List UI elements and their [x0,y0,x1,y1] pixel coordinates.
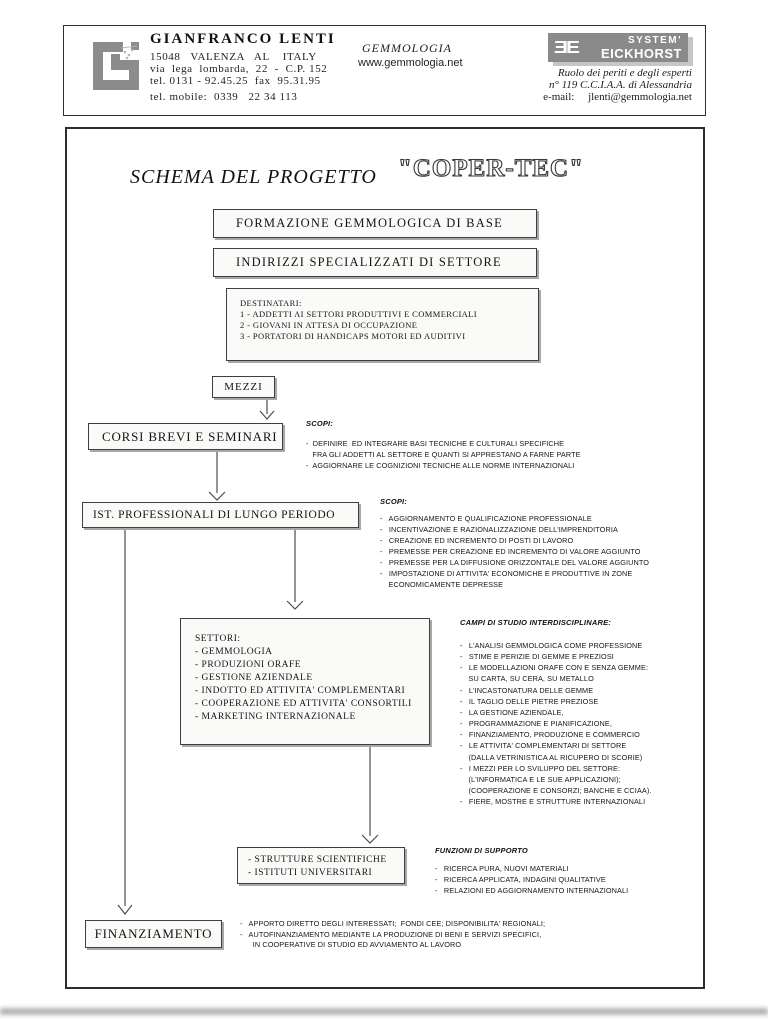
destinatari-line: DESTINATARI: [240,298,302,308]
campi-item: - LA GESTIONE AZIENDALE, [460,707,564,717]
funzioni-item: - RELAZIONI ED AGGIORNAMENTO INTERNAZIONALI [435,886,629,895]
scopi2-list [380,513,649,590]
funzioni-item: - RICERCA PURA, NUOVI MATERIALI [435,864,569,873]
address-line-1: 15048 VALENZA AL ITALY [150,51,317,63]
scopi2-label: SCOPI: [380,497,408,506]
campi-item: - LE MODELLAZIONI ORAFE CON E SENZA GEMME: [460,663,649,673]
project-name-title: "COPER-TEC" [398,155,584,182]
campi-item: - I MEZZI PER LO SVILUPPO DEL SETTORE: [460,763,621,773]
box-corsi-brevi [88,423,283,450]
strutture-line: - ISTITUTI UNIVERSITARI [248,867,373,878]
box-ist-label: IST. PROFESSIONALI DI LUNGO PERIODO [93,509,336,521]
scan-artifact-line [0,1008,768,1015]
scopi2-item: - IMPOSTAZIONE DI ATTIVITA' ECONOMICHE E PRODUTTIVE IN ZONE [380,569,633,578]
gl-monogram-logo-icon [85,36,145,96]
settori-line: - COOPERAZIONE ED ATTIVITA' CONSORTILI [195,699,412,709]
scopi2-item: ECONOMICAMENTE DEPRESSE [380,580,504,589]
address-line-2: via lega lombarda, 22 - C.P. 152 [150,63,328,75]
campi-item: - FIERE, MOSTRE E STRUTTURE INTERNAZIONALI [460,797,646,807]
box-istituti-professionali [82,502,359,528]
destinatari-line: 3 - PORTATORI DI HANDICAPS MOTORI ED AUDITIVI [240,331,466,341]
funzioni-di-supporto-label: FUNZIONI DI SUPPORTO [435,846,528,855]
finanziamento-notes-list [240,919,545,951]
campi-item: SU CARTA, SU CERA, SU METALLO [460,674,594,684]
box-indirizzi-specializzati [213,248,537,277]
campi-item: - STIME E PERIZIE DI GEMME E PREZIOSI [460,652,614,662]
settori-line: - PRODUZIONI ORAFE [195,660,302,670]
box-strutture-scientifiche [237,847,405,884]
address-line-3: tel. 0131 - 92.45.25 fax 95.31.95 [150,75,321,87]
scopi1-item: - DEFINIRE ED INTEGRARE BASI TECNICHE E CULTURALI SPECIFICHE [306,439,565,448]
finanziamento-note-item: - APPORTO DIRETTO DEGLI INTERESSATI; FONDI CEE; DISPONIBILITA' REGIONALI; [240,919,546,928]
campi-item: (L'INFORMATICA E LE SUE APPLICAZIONI); [460,774,621,784]
brand-website: www.gemmologia.net [358,57,463,69]
scopi1-item: - AGGIORNARE LE COGNIZIONI TECNICHE ALLE NORME INTERNAZIONALI [306,461,575,470]
campi-item: (COOPERAZIONE E CONSORZI; BANCHE E CCIAA). [460,786,652,796]
scopi1-list [306,438,581,471]
box-formazione-label: FORMAZIONE GEMMOLOGICA DI BASE [236,216,503,230]
campi-item: - PROGRAMMAZIONE E PIANIFICAZIONE, [460,719,612,729]
credential-line-2: n° 119 C.C.I.A.A. di Alessandria [548,79,692,91]
box-finanziamento [85,920,222,948]
campi-item: - LE ATTIVITA' COMPLEMENTARI DI SETTORE [460,741,627,751]
campi-di-studio-label: CAMPI DI STUDIO INTERDISCIPLINARE: [460,618,611,627]
box-corsi-label: CORSI BREVI E SEMINARI [102,428,278,444]
box-settori [180,618,430,745]
campi-item: - L'ANALISI GEMMOLOGICA COME PROFESSIONE [460,641,643,650]
campi-di-studio-list [460,640,652,807]
campi-item: - IL TAGLIO DELLE PIETRE PREZIOSE [460,696,599,706]
brand-name: GEMMOLOGIA [362,41,452,55]
settori-line: - MARKETING INTERNAZIONALE [195,712,356,722]
settori-line: SETTORI: [195,634,241,644]
settori-line: - INDOTTO ED ATTIVITA' COMPLEMENTARI [195,686,406,696]
box-mezzi-label: MEZZI [224,381,263,393]
campi-item: - L'INCASTONATURA DELLE GEMME [460,685,594,695]
company-name: GIANFRANCO LENTI [150,31,336,47]
scopi2-item: - INCENTIVAZIONE E RAZIONALIZZAZIONE DELL'IMPRENDITORIA [380,525,618,534]
box-destinatari [226,288,539,361]
scopi2-item: - PREMESSE PER LA DIFFUSIONE ORIZZONTALE DEL VALORE AGGIUNTO [380,558,650,567]
box-mezzi [212,376,275,398]
settori-line: - GEMMOLOGIA [195,647,273,657]
address-line-4: tel. mobile: 0339 22 34 113 [150,91,298,103]
funzioni-di-supporto-list [435,863,628,896]
strutture-line: - STRUTTURE SCIENTIFICHE [248,855,387,865]
partner-logo-line1: SYSTEM' [628,34,682,46]
credential-line-1: Ruolo dei periti e degli esperti [557,67,692,79]
box-finanziamento-label: FINANZIAMENTO [94,926,213,941]
scopi2-item: - PREMESSE PER CREAZIONE ED INCREMENTO DI VALORE AGGIUNTO [380,547,641,556]
email-line: e-mail: jlenti@gemmologia.net [543,91,692,103]
destinatari-line: 2 - GIOVANI IN ATTESA DI OCCUPAZIONE [240,320,418,330]
system-eickhorst-logo-icon [548,33,688,62]
campi-item: - FINANZIAMENTO, PRODUZIONE E COMMERCIO [460,730,640,740]
box-formazione-gemmologica [213,209,537,238]
scopi1-label: SCOPI: [306,419,334,428]
finanziamento-note-item: IN COOPERATIVE DI STUDIO ED AVVIAMENTO AL LAVORO [240,940,462,949]
campi-item: (DALLA VETRINISTICA AL RICUPERO DI SCORIE) [460,752,643,762]
scopi2-item: - CREAZIONE ED INCREMENTO DI POSTI DI LAVORO [380,536,574,545]
partner-logo-monogram: ƎE [554,37,579,58]
scopi1-item: FRA GLI ADDETTI AL SETTORE E QUANTI SI APPRESTANO A FARNE PARTE [306,450,581,459]
schema-title: SCHEMA DEL PROGETTO [130,166,377,188]
settori-line: - GESTIONE AZIENDALE [195,673,313,683]
finanziamento-note-item: - AUTOFINANZIAMENTO MEDIANTE LA PRODUZIONE DI BENI E SERVIZI SPECIFICI, [240,929,542,939]
box-indirizzi-label: INDIRIZZI SPECIALIZZATI DI SETTORE [236,255,502,269]
funzioni-item: - RICERCA APPLICATA, INDAGINI QUALITATIVE [435,875,606,884]
partner-logo-line2: EICKHORST [600,45,682,61]
destinatari-line: 1 - ADDETTI AI SETTORI PRODUTTIVI E COMMERCIALI [240,309,478,319]
scopi2-item: - AGGIORNAMENTO E QUALIFICAZIONE PROFESSIONALE [380,514,592,523]
